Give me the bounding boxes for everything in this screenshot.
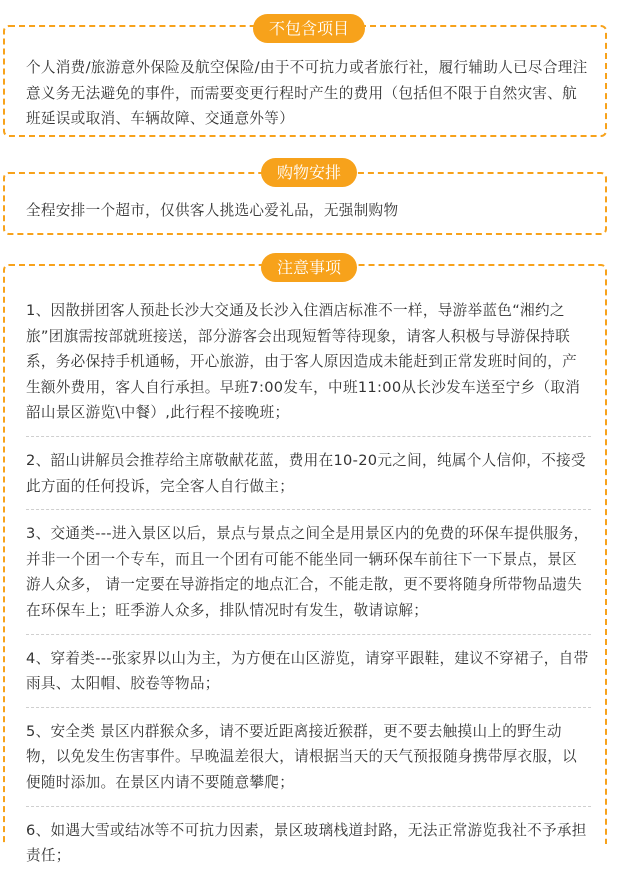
note-item-5: 5、安全类 景区内群猴众多，请不要近距离接近猴群，更不要去触摸山上的野生动物，以免发生伤害事件。早晚温差很大，请根据当天的天气预报随身携带厚衣服，以便随时添加。在景区内请不要随意攀爬； (26, 722, 578, 791)
note-item-4: 4、穿着类---张家界以山为主，为方便在山区游览，请穿平跟鞋，建议不穿裙子，自带雨具、太阳帽、胶卷等物品； (26, 649, 589, 693)
separator (26, 634, 591, 635)
shopping-title: 购物安排 (261, 158, 357, 187)
separator (26, 707, 591, 708)
shopping-text: 全程安排一个超市，仅供客人挑选心爱礼品，无强制购物 (26, 202, 399, 219)
notes-section (3, 264, 607, 865)
note-item-1: 1、因散拼团客人预赴长沙大交通及长沙入住酒店标准不一样，导游举蓝色“湘约之旅”团旗需按部就班接送，部分游客会出现短暂等待现象，请客人积极与导游保持联系，务必保持手机通畅，开心旅游，由于客人原因造成未能赶到正常发班时间的，产生额外费用，客人自行承担。早班7:00发车，中班11:00从长沙发车送至宁乡（取消韶山景区游览\中餐）,此行程不接晚班； (26, 302, 581, 422)
note-item-2: 2、韶山讲解员会推荐给主席敬献花蓝，费用在10-20元之间，纯属个人信仰，不接受此方面的任何投诉，完全客人自行做主； (26, 451, 586, 495)
separator (26, 806, 591, 807)
exclusions-text: 个人消费/旅游意外保险及航空保险/由于不可抗力或者旅行社，履行辅助人已尽合理注意义务无法避免的事件，而需要变更行程时产生的费用（包括但不限于自然灾害、航班延误或取消、车辆故障、交通意外等） (26, 59, 588, 128)
separator (26, 436, 591, 437)
notes-title: 注意事项 (261, 253, 357, 282)
separator (26, 509, 591, 510)
note-item-6: 6、如遇大雪或结冰等不可抗力因素，景区玻璃栈道封路，无法正常游览我社不予承担责任； (26, 821, 587, 865)
exclusions-title: 不包含项目 (253, 14, 365, 43)
note-item-3: 3、交通类---进入景区以后，景点与景点之间全是用景区内的免费的环保车提供服务，并非一个团一个专车，而且一个团有可能不能坐同一辆环保车前往下一下景点，景区游人众多， 请一定要在导游指定的地点汇合，不能走散，更不要将随身所带物品遗失在环保车上；旺季游人众多，排队情况时有发生，敬请谅解； (26, 525, 589, 619)
